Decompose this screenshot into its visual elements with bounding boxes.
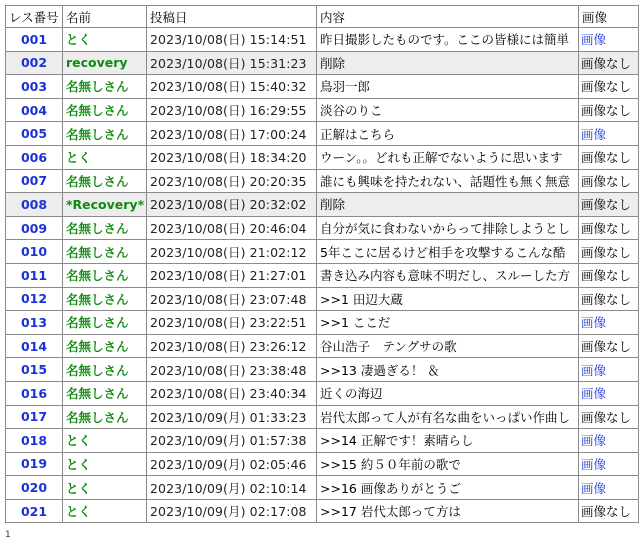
post-date: 2023/10/08(日) 15:14:51 [147, 28, 317, 52]
poster-name: 名無しさん [63, 311, 147, 335]
no-image-label: 画像なし [579, 287, 639, 311]
table-row [6, 216, 639, 240]
post-content: 5年ここに居るけど相手を攻撃するこんな酷 [317, 240, 579, 264]
poster-name: 名無しさん [63, 216, 147, 240]
table-row [6, 169, 639, 193]
header-content: 内容 [317, 6, 579, 28]
post-content: 昨日撮影したものです。ここの皆様には簡単 [317, 28, 579, 52]
table-body [6, 28, 639, 523]
poster-name: 名無しさん [63, 240, 147, 264]
res-number-link[interactable]: 019 [6, 452, 63, 476]
header-name: 名前 [63, 6, 147, 28]
table-row [6, 452, 639, 476]
image-link[interactable]: 画像 [579, 452, 639, 476]
image-link[interactable]: 画像 [579, 381, 639, 405]
no-image-label: 画像なし [579, 193, 639, 217]
table-row [6, 405, 639, 429]
poster-name: とく [63, 476, 147, 500]
image-link[interactable]: 画像 [579, 476, 639, 500]
post-content: 鳥羽一郎 [317, 75, 579, 99]
table-row [6, 358, 639, 382]
post-content: 削除 [317, 51, 579, 75]
post-date: 2023/10/08(日) 21:27:01 [147, 263, 317, 287]
post-content: >>17 岩代太郎って方は [317, 499, 579, 523]
table-row [6, 75, 639, 99]
res-number-link[interactable]: 004 [6, 98, 63, 122]
res-number-link[interactable]: 013 [6, 311, 63, 335]
no-image-label: 画像なし [579, 51, 639, 75]
res-number-link[interactable]: 009 [6, 216, 63, 240]
res-number-link[interactable]: 001 [6, 28, 63, 52]
poster-name: 名無しさん [63, 381, 147, 405]
post-content: 岩代太郎って人が有名な曲をいっぱい作曲し [317, 405, 579, 429]
post-content: >>16 画像ありがとうご [317, 476, 579, 500]
res-number-link[interactable]: 010 [6, 240, 63, 264]
post-date: 2023/10/08(日) 21:02:12 [147, 240, 317, 264]
res-number-link[interactable]: 014 [6, 334, 63, 358]
table-header-row [6, 6, 639, 28]
poster-name: recovery [63, 51, 147, 75]
no-image-label: 画像なし [579, 169, 639, 193]
post-date: 2023/10/08(日) 15:31:23 [147, 51, 317, 75]
post-content: >>1 田辺大蔵 [317, 287, 579, 311]
no-image-label: 画像なし [579, 240, 639, 264]
post-date: 2023/10/08(日) 23:22:51 [147, 311, 317, 335]
res-number-link[interactable]: 018 [6, 429, 63, 453]
res-number-link[interactable]: 006 [6, 145, 63, 169]
poster-name: 名無しさん [63, 405, 147, 429]
post-content: 正解はこちら [317, 122, 579, 146]
table-row [6, 193, 639, 217]
poster-name: 名無しさん [63, 169, 147, 193]
no-image-label: 画像なし [579, 98, 639, 122]
post-date: 2023/10/08(日) 18:34:20 [147, 145, 317, 169]
thread-table [5, 5, 639, 523]
res-number-link[interactable]: 021 [6, 499, 63, 523]
table-row [6, 311, 639, 335]
post-date: 2023/10/08(日) 16:29:55 [147, 98, 317, 122]
image-link[interactable]: 画像 [579, 122, 639, 146]
post-date: 2023/10/09(月) 02:05:46 [147, 452, 317, 476]
res-number-link[interactable]: 020 [6, 476, 63, 500]
table-row [6, 287, 639, 311]
post-date: 2023/10/09(月) 01:33:23 [147, 405, 317, 429]
footer-text: 1 [5, 530, 11, 540]
no-image-label: 画像なし [579, 145, 639, 169]
header-image: 画像 [579, 6, 639, 28]
post-date: 2023/10/08(日) 23:40:34 [147, 381, 317, 405]
res-number-link[interactable]: 002 [6, 51, 63, 75]
table-row [6, 98, 639, 122]
header-res-number: レス番号 [6, 6, 63, 28]
post-date: 2023/10/08(日) 17:00:24 [147, 122, 317, 146]
res-number-link[interactable]: 008 [6, 193, 63, 217]
post-content: 書き込み内容も意味不明だし、スルーした方 [317, 263, 579, 287]
table-row [6, 122, 639, 146]
res-number-link[interactable]: 016 [6, 381, 63, 405]
table-row [6, 429, 639, 453]
post-content: 誰にも興味を持たれない、話題性も無く無意 [317, 169, 579, 193]
post-content: 近くの海辺 [317, 381, 579, 405]
res-number-link[interactable]: 015 [6, 358, 63, 382]
post-content: 谷山浩子 テングサの歌 [317, 334, 579, 358]
table-row [6, 240, 639, 264]
poster-name: とく [63, 429, 147, 453]
res-number-link[interactable]: 017 [6, 405, 63, 429]
image-link[interactable]: 画像 [579, 311, 639, 335]
poster-name: 名無しさん [63, 287, 147, 311]
no-image-label: 画像なし [579, 334, 639, 358]
poster-name: とく [63, 452, 147, 476]
post-date: 2023/10/08(日) 20:20:35 [147, 169, 317, 193]
post-content: 削除 [317, 193, 579, 217]
post-content: 自分が気に食わないからって排除しようとし [317, 216, 579, 240]
table-row [6, 145, 639, 169]
res-number-link[interactable]: 005 [6, 122, 63, 146]
poster-name: 名無しさん [63, 122, 147, 146]
post-date: 2023/10/08(日) 23:07:48 [147, 287, 317, 311]
post-date: 2023/10/08(日) 20:32:02 [147, 193, 317, 217]
post-date: 2023/10/09(月) 02:10:14 [147, 476, 317, 500]
poster-name: 名無しさん [63, 263, 147, 287]
poster-name: とく [63, 145, 147, 169]
no-image-label: 画像なし [579, 263, 639, 287]
image-link[interactable]: 画像 [579, 28, 639, 52]
res-number-link[interactable]: 011 [6, 263, 63, 287]
no-image-label: 画像なし [579, 75, 639, 99]
post-date: 2023/10/08(日) 23:26:12 [147, 334, 317, 358]
post-date: 2023/10/08(日) 20:46:04 [147, 216, 317, 240]
poster-name: *Recovery* [63, 193, 147, 217]
poster-name: 名無しさん [63, 358, 147, 382]
post-content: >>14 正解です！素晴らし [317, 429, 579, 453]
res-number-link[interactable]: 003 [6, 75, 63, 99]
post-content: ウーン。。どれも正解でないように思います [317, 145, 579, 169]
post-date: 2023/10/08(日) 23:38:48 [147, 358, 317, 382]
table-row [6, 381, 639, 405]
post-content: >>13 凄過ぎる！ ＆ [317, 358, 579, 382]
post-content: >>15 約５０年前の歌で [317, 452, 579, 476]
no-image-label: 画像なし [579, 405, 639, 429]
image-link[interactable]: 画像 [579, 358, 639, 382]
table-row [6, 263, 639, 287]
poster-name: とく [63, 28, 147, 52]
poster-name: 名無しさん [63, 334, 147, 358]
header-post-date: 投稿日 [147, 6, 317, 28]
poster-name: とく [63, 499, 147, 523]
table-row [6, 28, 639, 52]
table-row [6, 476, 639, 500]
table-row [6, 51, 639, 75]
table-row [6, 499, 639, 523]
table-row [6, 334, 639, 358]
post-content: 淡谷のりこ [317, 98, 579, 122]
image-link[interactable]: 画像 [579, 429, 639, 453]
post-date: 2023/10/08(日) 15:40:32 [147, 75, 317, 99]
poster-name: 名無しさん [63, 75, 147, 99]
no-image-label: 画像なし [579, 216, 639, 240]
res-number-link[interactable]: 012 [6, 287, 63, 311]
post-date: 2023/10/09(月) 01:57:38 [147, 429, 317, 453]
poster-name: 名無しさん [63, 98, 147, 122]
post-content: >>1 ここだ [317, 311, 579, 335]
no-image-label: 画像なし [579, 499, 639, 523]
res-number-link[interactable]: 007 [6, 169, 63, 193]
post-date: 2023/10/09(月) 02:17:08 [147, 499, 317, 523]
